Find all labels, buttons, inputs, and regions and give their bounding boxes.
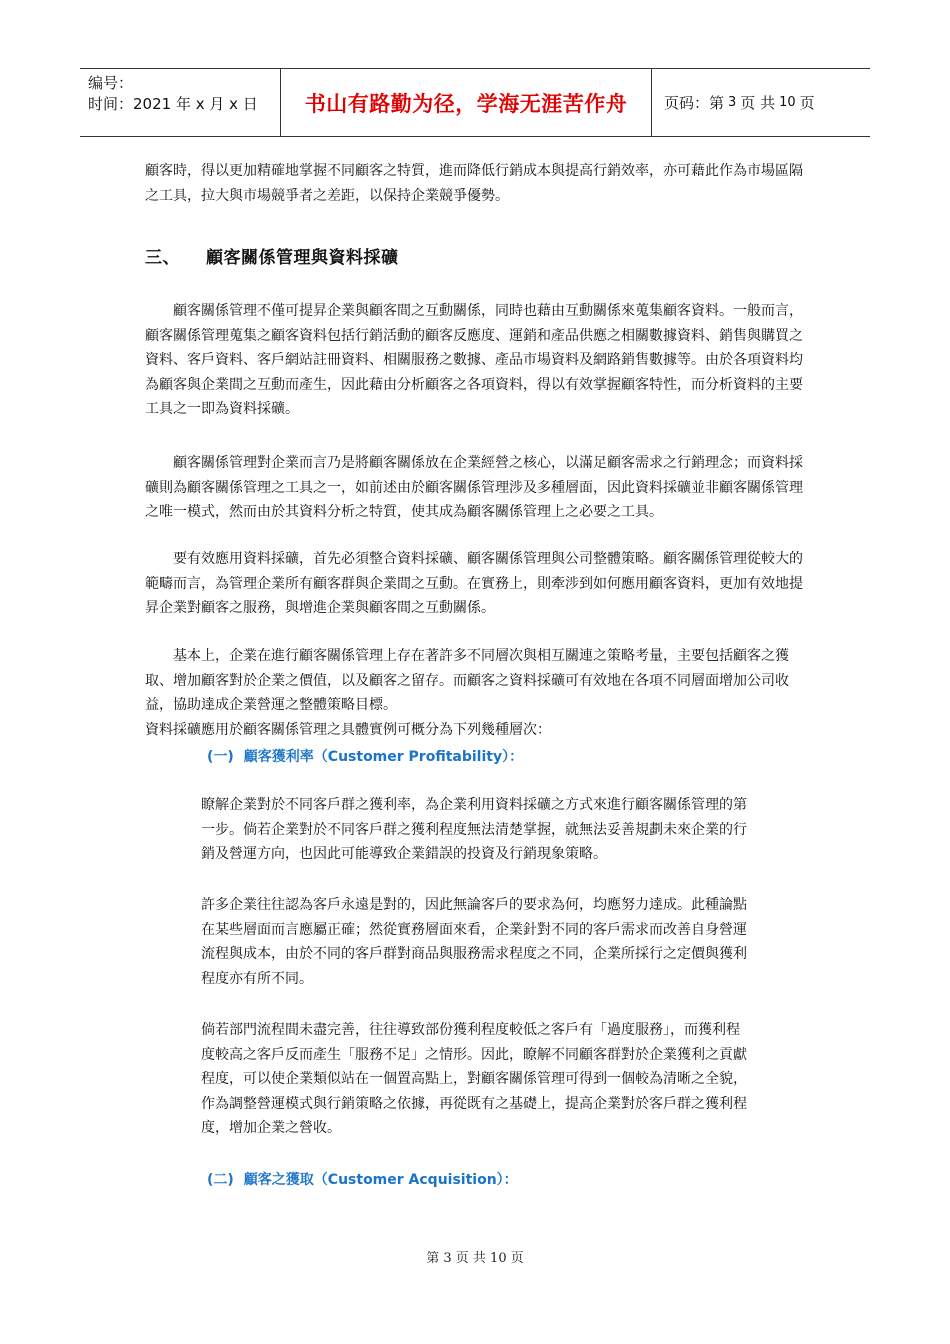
paragraph-5: 資料採礦應用於顧客關係管理之具體實例可概分為下列幾種層次： xyxy=(145,722,551,738)
intro-paragraph: 顧客時，得以更加精確地掌握不同顧客之特質，進而降低行銷成本與提高行銷效率，亦可藉此作為市場區隔之工具，拉大與市場競爭者之差距，以保持企業競爭優勢。 xyxy=(145,163,803,204)
page-suffix: 页 xyxy=(799,94,815,112)
page-current: 3 xyxy=(728,95,737,110)
subsection-2-number: (二) xyxy=(207,1172,234,1188)
header-motto: 书山有路勤为径，学海无涯苦作舟 xyxy=(280,69,652,136)
subsection-1-paragraph-3: 倘若部門流程間未盡完善，往往導致部份獲利程度較低之客戶有「過度服務」，而獲利程度較高之客戶反而產生「服務不足」之情形。因此，瞭解不同顧客群對於企業獲利之貢獻程度，可以使企業類似站在一個置高點上，對顧客關係管理可得到一個較為清晰之全貌，作為調整營運模式與行銷策略之依據，再從既有之基礎上，提高企業對於客戶群之獲利程度，增加企業之營收。 xyxy=(201,1022,747,1136)
section-number: 三、 xyxy=(145,248,180,268)
section-title: 顧客關係管理與資料採礦 xyxy=(206,248,399,268)
paragraph-3: 要有效應用資料採礦，首先必須整合資料採礦、顧客關係管理與公司整體策略。顧客關係管理從較大的範疇而言，為管理企業所有顧客群與企業間之互動。在實務上，則牽涉到如何應用顧客資料，更加有效地提昇企業對顧客之服務，與增進企業與顧客間之互動關係。 xyxy=(145,551,803,616)
document-date-label: 时间：2021 年 x 月 x 日 xyxy=(88,95,258,113)
section-heading xyxy=(145,243,399,268)
subsection-1-number: (一) xyxy=(207,749,234,765)
page-total: 10 xyxy=(779,95,796,110)
header-page-indicator xyxy=(652,69,870,136)
page-footer: 第 3 页 共 10 页 xyxy=(426,1251,524,1266)
paragraph-2: 顧客關係管理對企業而言乃是將顧客關係放在企業經營之核心，以滿足顧客需求之行銷理念；而資料採礦則為顧客關係管理之工具之一，如前述由於顧客關係管理涉及多種層面，因此資料採礦並非顧客關係管理之唯一模式，然而由於其資料分析之特質，使其成為顧客關係管理上之必要之工具。 xyxy=(145,455,803,520)
subsection-1-paragraph-2: 許多企業往往認為客戶永遠是對的，因此無論客戶的要求為何，均應努力達成。此種論點在某些層面而言應屬正確；然從實務層面來看，企業針對不同的客戶需求而改善自身營運流程與成本，由於不同的客戶群對商品與服務需求程度之不同，企業所採行之定價與獲利程度亦有所不同。 xyxy=(201,897,747,987)
subsection-1-paragraph-1: 瞭解企業對於不同客戶群之獲利率，為企業利用資料採礦之方式來進行顧客關係管理的第一步。倘若企業對於不同客戶群之獲利程度無法清楚掌握，就無法妥善規劃未來企業的行銷及營運方向，也因此可能導致企業錯誤的投資及行銷現象策略。 xyxy=(201,797,747,862)
paragraph-4: 基本上，企業在進行顧客關係管理上存在著許多不同層次與相互關連之策略考量，主要包括顧客之獲取、增加顧客對於企業之價值，以及顧客之留存。而顧客之資料採礦可有效地在各項不同層面增加公司收益，協助達成企業營運之整體策略目標。 xyxy=(145,648,789,713)
page-prefix: 页码：第 xyxy=(664,94,725,112)
document-number-label: 编号： xyxy=(88,74,134,92)
subsection-2-heading xyxy=(207,1169,518,1189)
page-mid: 页 共 xyxy=(740,94,776,112)
subsection-1-title: 顧客獲利率（Customer Profitability）： xyxy=(243,749,524,765)
header-meta-cell xyxy=(80,69,280,136)
page-header-table xyxy=(80,68,870,137)
paragraph-1: 顧客關係管理不僅可提昇企業與顧客間之互動關係，同時也藉由互動關係來蒐集顧客資料。一般而言，顧客關係管理蒐集之顧客資料包括行銷活動的顧客反應度、運銷和產品供應之相關數據資料、銷售與購買之資料、客戶資料、客戶網站註冊資料、相關服務之數據、產品市場資料及網路銷售數據等。由於各項資料均為顧客與企業間之互動而產生，因此藉由分析顧客之各項資料，得以有效掌握顧客特性，而分析資料的主要工具之一即為資料採礦。 xyxy=(145,303,803,417)
subsection-2-title: 顧客之獲取（Customer Acquisition）： xyxy=(243,1172,518,1188)
subsection-1-heading xyxy=(207,746,523,766)
